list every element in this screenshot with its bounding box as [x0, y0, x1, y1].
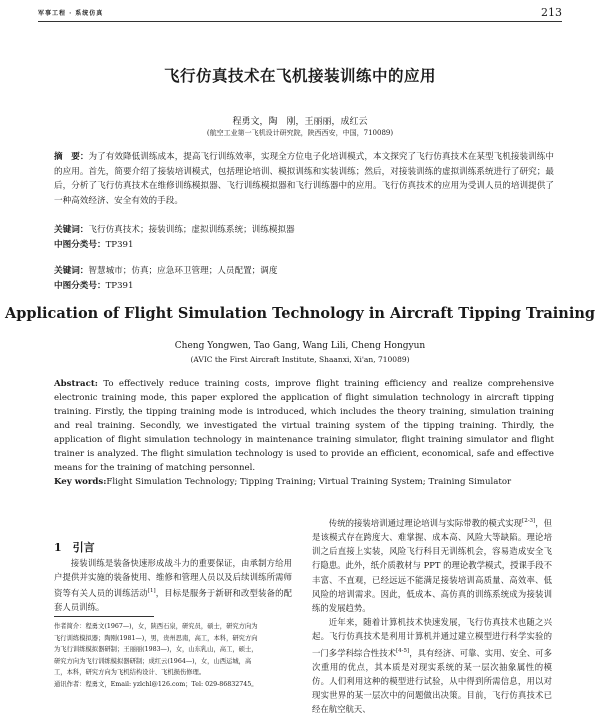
- abstract-english-text: To effectively reduce training costs, improve flight training efficiency and realize comprehensive electronic training mode, this paper explored the application of flight simulation technology in aircraft tipping training. Firstly, the tipping training mode is introduced, which includes the theory training, simulation training and real training. Secondly, we investigated the virtual training system of the tipping training. Thirdly, the application of flight simulation technology in maintenance training simulator, flight training simulator and flight trainer is analyzed. The flight simulation technology is used to provide an efficient, economical, safe and effective means for the training of matching personnel.: [54, 379, 554, 473]
- author-footnotes: [54, 621, 292, 690]
- keywords-chinese-second-text: 智慧城市；仿真；应急环卫管理；人员配置；调度: [88, 266, 278, 276]
- keywords-chinese-second-label: 关键词：: [54, 266, 89, 276]
- keywords-english: [54, 475, 554, 489]
- keywords-chinese: [54, 223, 554, 238]
- abstract-chinese-label: 摘 要：: [54, 152, 89, 162]
- keywords-chinese-second: [54, 264, 554, 279]
- footnote-line: 为飞行训练模拟器研制；王丽丽(1983—)，女，山东乳山，高工，硕士，: [54, 646, 258, 653]
- running-header: [38, 6, 562, 20]
- keywords-chinese-text: 飞行仿真技术；接装训练；虚拟训练系统；训练模拟器: [88, 225, 295, 235]
- citation-ref: [1]: [147, 588, 156, 595]
- footnote-line: 研究方向为飞行训练模拟器研制；成红云(1964—)，女，山西运城，高: [54, 657, 252, 665]
- running-head-text: 军事工程 · 系统仿真: [38, 10, 104, 17]
- footnote-line: 工，本科，研究方向为飞机结构设计、飞机损伤修理。: [54, 669, 206, 676]
- paragraph-text: ，具有经济、可靠、实用、安全、可多次重用的优点，其本质是对现实系统的某一层次抽象属性的模仿。人们利用这种的模型进行试验，从中得到所需信息，用以对现实世界的某一层次中的问题做出决策。目前，飞行仿真技术已经在航空航天、: [312, 647, 552, 715]
- abstract-chinese: [54, 150, 554, 208]
- page-number: 213: [541, 6, 562, 19]
- footnote-line: 通讯作者：程勇文，Email: yzlchl@126.com；Tel: 029-86832745。: [54, 680, 258, 688]
- body-paragraph: [312, 514, 552, 615]
- paragraph-text: 近年来，随着计算机技术快速发展，飞行仿真技术也随之兴起。飞行仿真技术是利用计算机并通过建立模型进行科学实验的一门多学科综合性技术: [312, 617, 552, 658]
- footnote-line: 作者简介：程勇文(1967—)，女，陕西石泉，研究员，硕士，研究方向为: [54, 623, 258, 630]
- paragraph-text: 传统的接装培训通过理论培训与实际带教的模式实现: [328, 517, 523, 528]
- intro-paragraph-end: ，目标是服务于新研和改型装备的配套人员训练。: [54, 588, 293, 613]
- keywords-english-label: Key words:: [54, 477, 107, 487]
- clc-chinese-label: 中图分类号：: [54, 240, 106, 250]
- authors-english: Cheng Yongwen, Tao Gang, Wang Lili, Cheng Hongyun: [174, 341, 426, 351]
- citation-ref: [4-5]: [396, 647, 410, 654]
- body-text-right-column: [312, 514, 552, 716]
- footnote-line: 飞行训练模拟器；陶刚(1981—)，男，贵州思南，高工，本科，研究方向: [54, 634, 258, 642]
- header-rule: [38, 21, 562, 22]
- title-chinese: 飞行仿真技术在飞机接装训练中的应用: [163, 66, 436, 85]
- citation-ref: [2-3]: [522, 518, 536, 524]
- keywords-chinese-label: 关键词：: [54, 225, 89, 235]
- footnote-rule: [54, 616, 154, 617]
- clc-chinese: [54, 238, 554, 253]
- affiliation-chinese: (航空工业第一飞机设计研究院，陕西西安，中国，710089): [206, 129, 394, 137]
- clc-chinese-text: TP391: [105, 240, 134, 250]
- abstract-english: [54, 377, 554, 475]
- clc-chinese-second-label: 中图分类号：: [54, 281, 106, 291]
- title-english: Application of Flight Simulation Technology in Aircraft Tipping Training: [4, 305, 596, 322]
- intro-paragraph-text: 接装训练是装备快速形成战斗力的重要保证，由承制方给用户提供并实施的装备使用、维修和管理人员以及后续训练所需师资等有关人员的训练活动: [54, 558, 292, 599]
- clc-chinese-second-text: TP391: [105, 281, 134, 291]
- paragraph-text: ，但是该模式存在跨度大、难掌握、成本高、风险大等缺陷。理论培训之后直接上实装，风险飞行科目无训练机会，容易造成安全飞行隐患。此外，纸介质教材与 PPT 的理论教学模式，授课手段不丰富、不直观，已经远远不能满足接装培训高质量、高效率、低风险的培训需求。因此，低成本、高仿真的训练系统成为接装训练的发展趋势。: [312, 517, 553, 614]
- body-paragraph: [312, 615, 552, 716]
- affiliation-english: (AVIC the First Aircraft Institute, Shaanxi, Xi'an, 710089): [190, 355, 410, 364]
- keywords-english-text: Flight Simulation Technology; Tipping Training; Virtual Training System; Training Simulator: [106, 477, 512, 487]
- abstract-english-label: Abstract:: [54, 379, 98, 389]
- body-text-left-column: [54, 556, 292, 615]
- abstract-chinese-text: 为了有效降低训练成本，提高飞行训练效率，实现全方位电子化培训模式，本文探究了飞行仿真技术在某型飞机接装训练中的应用。首先，简要介绍了接装培训模式，包括理论培训、模拟训练和实装训练；然后，对接装训练的虚拟训练系统进行了研究；最后，分析了飞行仿真技术在维修训练模拟器、飞行训练模拟器和飞行训练器中的应用。飞行仿真技术的应用为受训人员的培训提供了一种高效经济、安全有效的手段。: [54, 152, 554, 206]
- authors-chinese: 程勇文，陶 刚，王丽丽，成红云: [232, 117, 368, 127]
- clc-chinese-second: [54, 279, 554, 294]
- section-heading-introduction: 1 引言: [54, 541, 95, 554]
